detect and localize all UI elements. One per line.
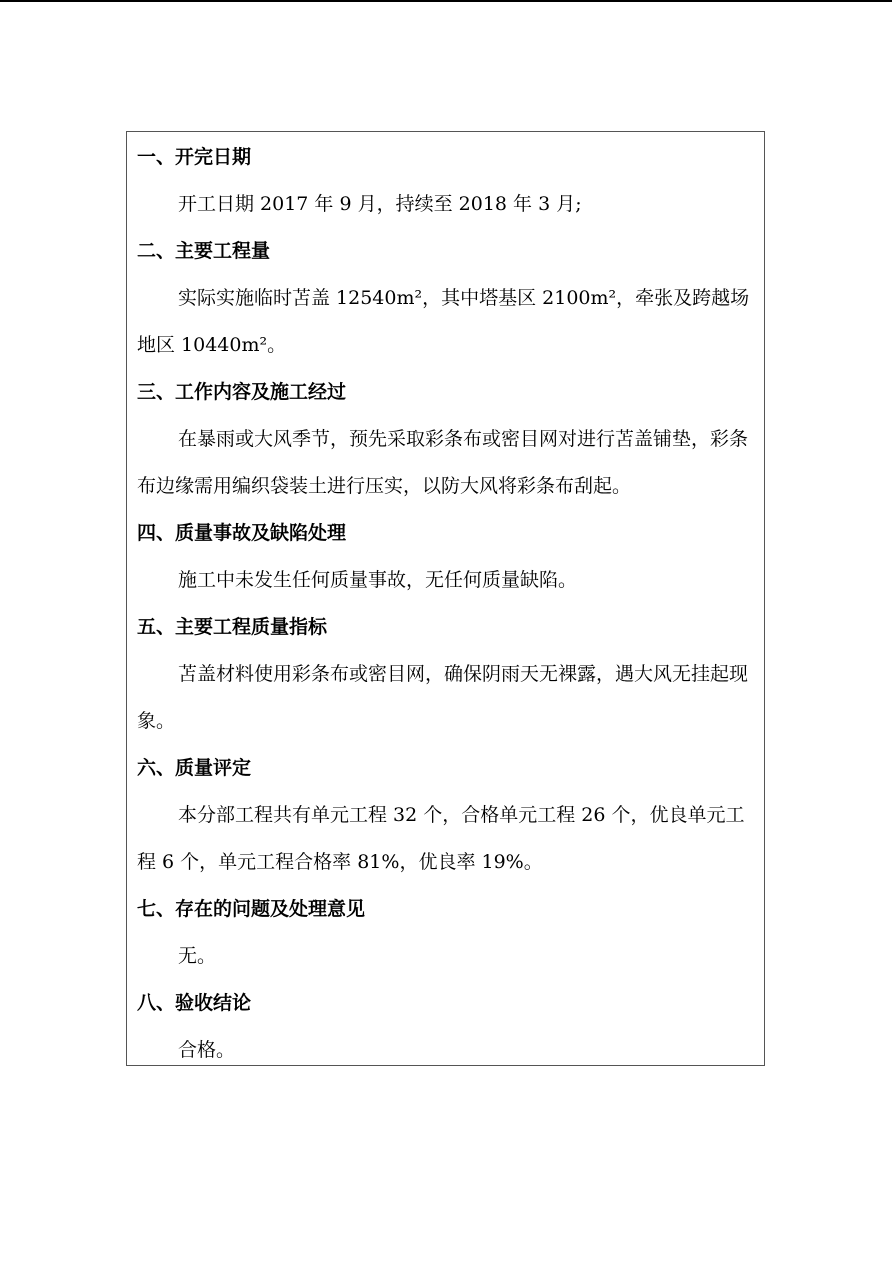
- section-heading-main-quantities: 二、主要工程量: [137, 240, 271, 262]
- section-heading-quality-defects: 四、质量事故及缺陷处理: [137, 522, 347, 544]
- section-heading-quality-assessment: 六、质量评定: [137, 757, 252, 779]
- section-heading-work-content: 三、工作内容及施工经过: [137, 381, 347, 403]
- section-body-issues: 无。: [178, 945, 217, 967]
- section-body-main-quantities: 实际实施临时苫盖 12540m²，其中塔基区 2100m²，牵张及跨越场地区 10440m²。: [137, 287, 750, 356]
- section-heading-acceptance-conclusion: 八、验收结论: [137, 992, 252, 1014]
- report-content-box: [126, 131, 765, 1066]
- section-heading-issues: 七、存在的问题及处理意见: [137, 898, 366, 920]
- section-heading-quality-indicators: 五、主要工程质量指标: [137, 616, 328, 638]
- section-body-acceptance-conclusion: 合格。: [178, 1039, 236, 1061]
- section-heading-start-end-date: 一、开完日期: [137, 146, 252, 168]
- section-body-quality-defects: 施工中未发生任何质量事故，无任何质量缺陷。: [178, 569, 578, 591]
- top-border-line: [0, 0, 892, 2]
- section-body-quality-assessment: 本分部工程共有单元工程 32 个，合格单元工程 26 个，优良单元工程 6 个，单元工程合格率 81%，优良率 19%。: [137, 804, 745, 873]
- section-body-work-content: 在暴雨或大风季节，预先采取彩条布或密目网对进行苫盖铺垫，彩条布边缘需用编织袋装土进行压实，以防大风将彩条布刮起。: [137, 428, 749, 497]
- section-body-quality-indicators: 苫盖材料使用彩条布或密目网，确保阴雨天无裸露，遇大风无挂起现象。: [137, 663, 749, 732]
- section-body-start-end-date: 开工日期 2017 年 9 月，持续至 2018 年 3 月;: [178, 193, 582, 215]
